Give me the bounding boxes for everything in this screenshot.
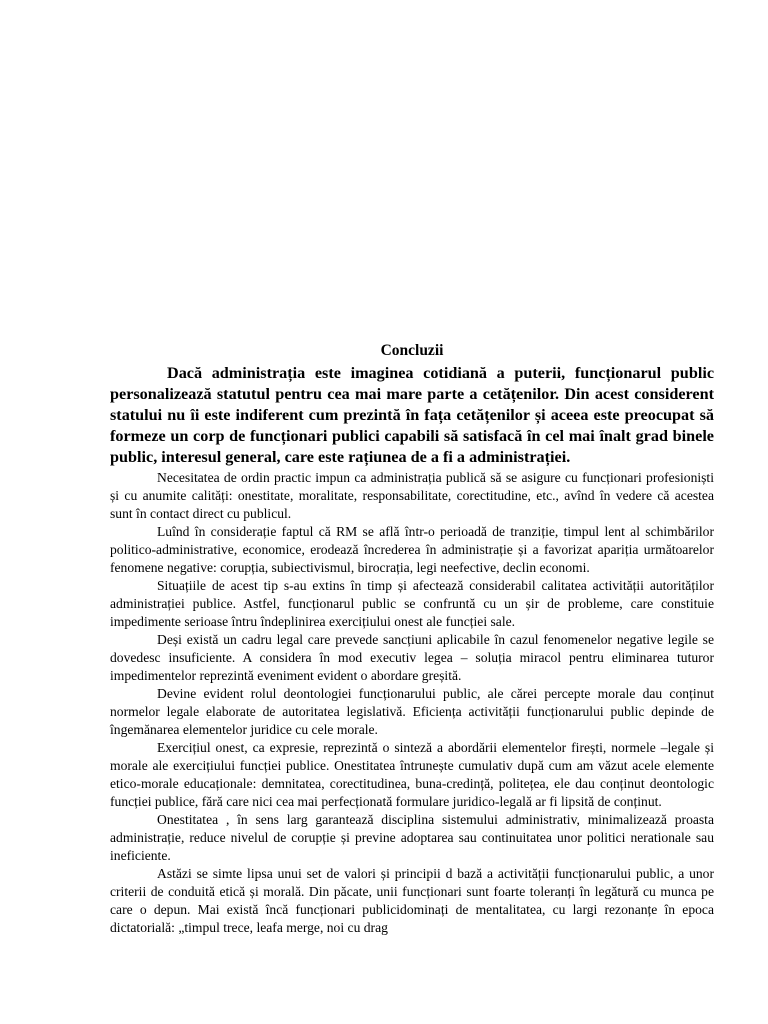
body-paragraphs <box>110 469 714 937</box>
body-paragraph: Deși există un cadru legal care prevede sancțiuni aplicabile în cazul fenomenelor negative legile se dovedesc insuficiente. A considera în mod executiv legea – soluția miracol pentru eliminarea tuturor impedimentelor reprezintă eveniment evident o abordare greșită. <box>110 632 714 683</box>
body-paragraph: Situațiile de acest tip s-au extins în timp și afectează considerabil calitatea activității autorităților administrației publice. Astfel, funcționarul public se confruntă cu un șir de probleme, care constituie impedimente serioase întru îndeplinirea exercițiului onest ale funcției sale. <box>110 578 714 629</box>
body-paragraph: Onestitatea , în sens larg garantează disciplina sistemului administrativ, minimalizează proasta administrație, reduce nivelul de corupție și previne adoptarea sau continuitatea unor politici nerationale sau ineficiente. <box>110 812 714 863</box>
body-paragraph: Necesitatea de ordin practic impun ca administrația publică să se asigure cu funcționari profesioniști și cu anumite calități: onestitate, moralitate, responsabilitate, corectitudine, etc., avînd în vedere că acestea sunt în contact direct cu publicul. <box>110 470 714 521</box>
body-paragraph: Exercițiul onest, ca expresie, reprezintă o sinteză a abordării elementelor firești, normele –legale și morale ale exercițiului funcției publice. Onestitatea întrunește cumulativ după cum am văzut acele elemente etico-morale educaționale: demnitatea, corectitudinea, buna-credință, politețea, ele dau conținut deontologic funcției publice, fără care nici cea mai perfecționată formulare juridico-legală ar fi lipsită de conținut. <box>110 740 714 809</box>
body-paragraph: Devine evident rolul deontologiei funcționarului public, ale cărei percepte morale dau conținut normelor legale elaborate de autoritatea legislativă. Eficiența activității funcționarului public depinde de îngemănarea elementelor juridice cu cele morale. <box>110 686 714 737</box>
body-paragraph: Astăzi se simte lipsa unui set de valori și principii d bază a activității funcționarului public, a unor criterii de conduită etică și morală. Din păcate, unii funcționari sunt foarte toleranți în legătură cu munca pe care o depun. Mai există încă funcționari publicidominați de mentalitatea, cu largi rezonanțe în epoca dictatorială: „timpul trece, leafa merge, noi cu drag <box>110 866 714 935</box>
document-title: Concluzii <box>380 342 444 359</box>
lead-paragraph: Dacă administrația este imaginea cotidiană a puterii, funcționarul public personalizează statutul pentru cea mai mare parte a cetățenilor. Din acest considerent statului nu îi este indiferent cum prezintă în fața cetățenilor și aceea este preocupat să formeze un corp de funcționari publici capabili să satisfacă în cel mai înalt grad binele public, interesul general, care este rațiunea de a fi a administrației. <box>110 364 714 466</box>
body-paragraph: Luînd în considerație faptul că RM se află într-o perioadă de tranziție, timpul lent al schimbărilor politico-administrative, economice, erodează încrederea în administrație și a favorizat apariția următoarelor fenomene negative: corupția, subiectivismul, birocrația, legi neefective, declin economi. <box>110 524 714 575</box>
document-page <box>110 340 714 937</box>
